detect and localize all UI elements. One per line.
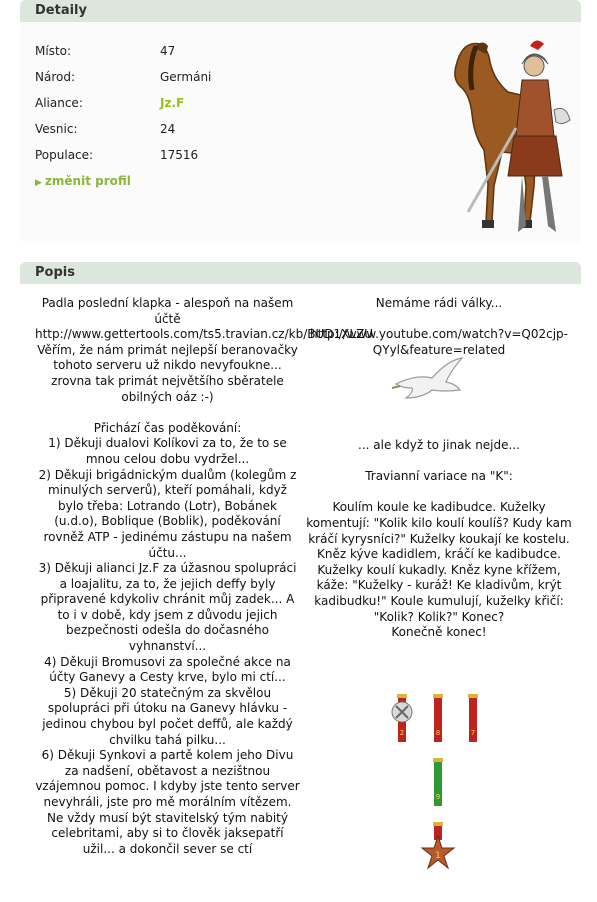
detail-value: 17516: [160, 148, 199, 162]
medal-2-icon: [391, 694, 413, 744]
arrow-right-icon: ▶: [35, 178, 42, 188]
detail-value: Germáni: [160, 70, 212, 84]
hero-image: [438, 36, 573, 241]
description-left-text: Padla poslední klapka - alespoň na našem účtě http://www.gettertools.com/ts5.travian.cz/kb/BUD1XLZU Věřím, že nám primát nejlepší beranovačky tohoto serveru už nikdo nevyfoukne... zrovna tak primát největšího sběratele obilných oáz :-) Přichází čas poděkování: 1) Děkuji dualovi Kolíkovi za to, že to se mnou celou dobu vydržel... 2) Děkuji brigádnickým dualům (kolegům z minulých serverů), kteří pomáhali, když bylo třeba: Lotrando (Lotr), Bobánek (u.d.o), Boblique (Boblik), poděkování rovněž ATP - jedinému zástupu na našem účtu... 3) Děkuji alianci Jz.F za úžasnou spolupráci a loajalitu, za to, že jejich deffy byly připravené kdykoliv chránit můj zadek... A to i v době, kdy jsem z důvodu jejich bezpečnosti odešla do dočasného vyhnanství... 4) Děkuji Bromusovi za společné akce na účty Ganevy a Cesty krve, bylo mi ctí... 5) Děkuji 20 statečným za skvělou spolupráci při útoku na Ganevy hlávku - jedinou chybou byl počet deffů, ale každý chvilku tahá pilku... 6) Děkuji Synkovi a partě kolem jeho Divu za nadšení, obětavost a nezištnou vzájemnou pomoc. I kdyby jste tento server nevyhráli, jste pro mě morálním vítězem. Ne vždy musí být stavitelský tým nabitý celebritami, aby si to člověk jaksepatří užil... a dokončil sever se ctí: [35, 296, 374, 856]
description-right-text-2: ... ale když to jinak nejde... Travianní variace na "K": Koulím koule ke kadibudce. Kuželky komentují: "Kolik kilo koulí koulíš? Kudy kam kráčí kyrysníci?" Kuželky koukají ke kostelu. Kněz kýve kadidlem, kráčí ke kadibudce. Kuželky koulí kukadly. Kněz kyne křížem, káže: "Kuželky - kuráž! Ke kladivům, krýt kadibudku!" Koule kumulují, kuželky křičí: "Kolik? Kolik?" Konec? Konečně konec!: [306, 438, 572, 640]
detail-label: Vesnic:: [35, 122, 78, 136]
details-panel: [20, 0, 581, 243]
description-header: Popis: [20, 262, 581, 284]
medal-label: 9: [435, 793, 441, 801]
medal-label: 1: [435, 851, 441, 861]
details-header: Detaily: [20, 0, 581, 22]
description-panel: [20, 262, 581, 902]
detail-label: Populace:: [35, 148, 94, 162]
description-right-text: Nemáme rádi války... http://www.youtube.com/watch?v=Q02cjp-QYyl&feature=related: [310, 296, 568, 357]
dove-icon: [386, 354, 466, 404]
detail-value: 47: [160, 44, 176, 58]
change-profile-link[interactable]: [35, 174, 131, 188]
medal-7-icon: [462, 694, 484, 744]
medal-1-icon: [420, 822, 456, 872]
detail-label: Místo:: [35, 44, 72, 58]
detail-label: Národ:: [35, 70, 76, 84]
medal-label: 8: [435, 729, 441, 737]
medal-label: 7: [470, 729, 476, 737]
medal-8-icon: [427, 694, 449, 744]
detail-label: Aliance:: [35, 96, 83, 110]
detail-value: 24: [160, 122, 176, 136]
medal-label: 2: [399, 729, 405, 737]
alliance-link[interactable]: Jz.F: [160, 96, 185, 110]
medal-9-icon: [427, 758, 449, 808]
change-profile-label: změnit profil: [44, 174, 131, 188]
